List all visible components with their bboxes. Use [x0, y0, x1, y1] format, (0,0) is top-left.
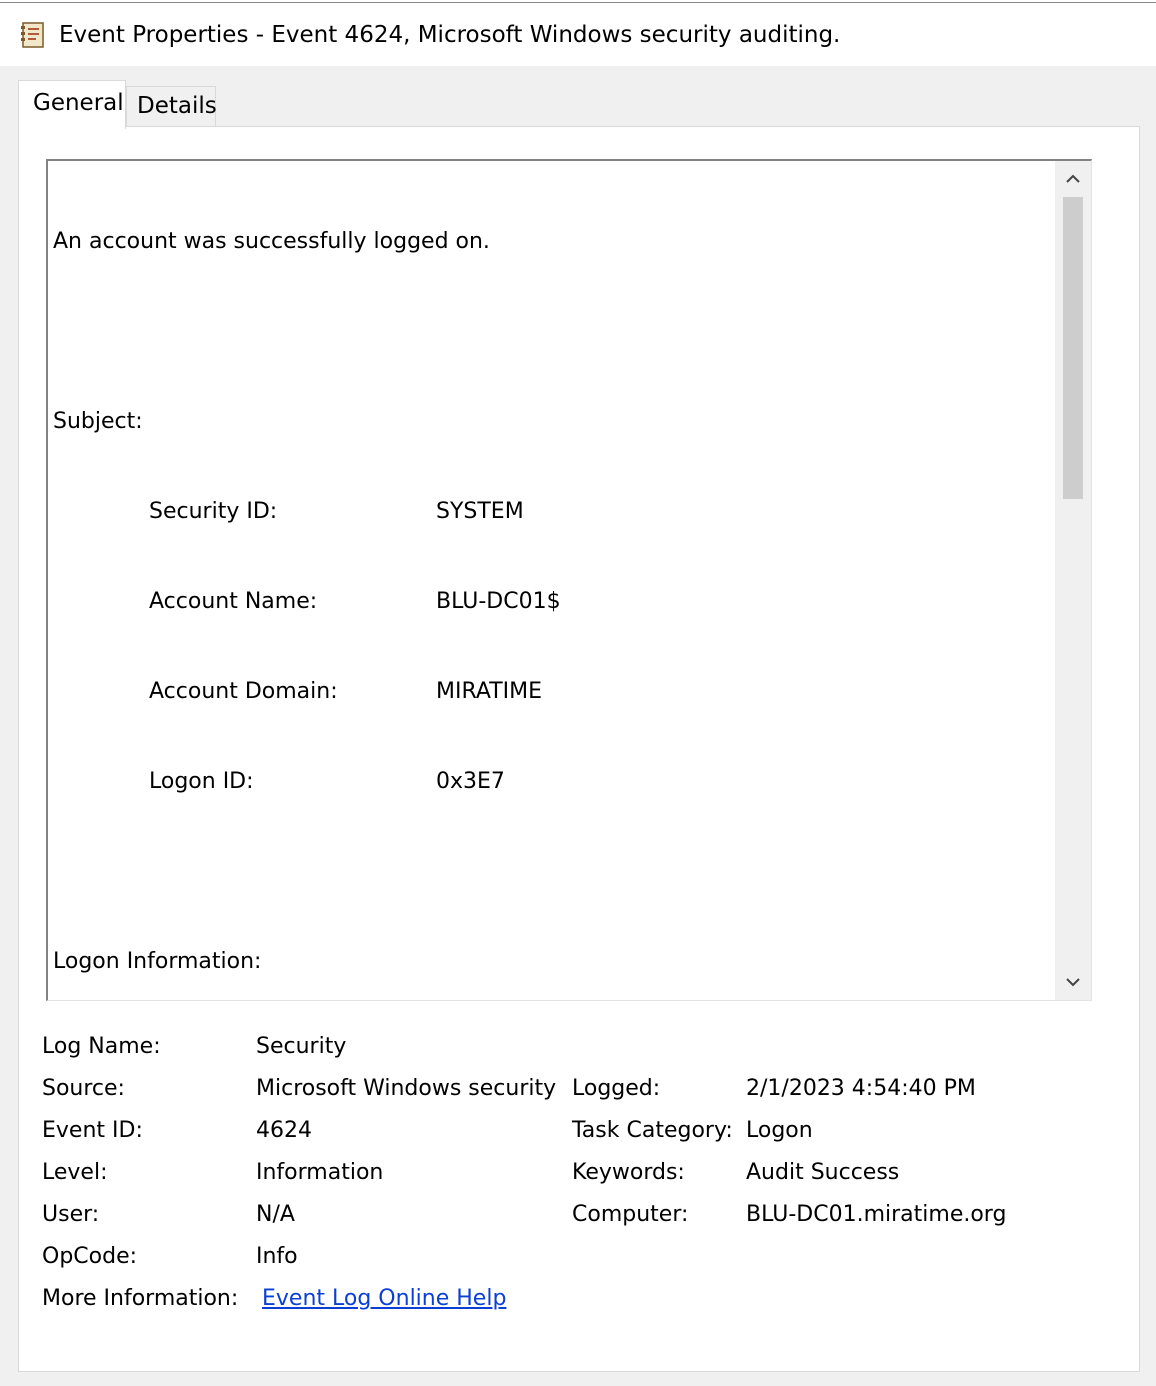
scroll-up-button[interactable] [1055, 161, 1091, 197]
scroll-down-button[interactable] [1055, 964, 1091, 1000]
chevron-up-icon [1065, 174, 1081, 184]
level-value: Information [256, 1160, 384, 1185]
field-value: MIRATIME [436, 679, 543, 704]
field-value: 0x3E7 [436, 769, 505, 794]
event-log-online-help-link[interactable]: Event Log Online Help [262, 1286, 507, 1311]
event-description-textbox[interactable] [46, 159, 1092, 1001]
title-bar[interactable] [0, 4, 1156, 66]
field-label: Account Name: [149, 589, 318, 614]
opcode-label: OpCode: [42, 1244, 138, 1269]
field-label: Security ID: [149, 499, 278, 524]
field-value: SYSTEM [436, 499, 524, 524]
event-description-text[interactable] [53, 167, 1053, 1001]
section-logon-information-heading: Logon Information: [53, 949, 262, 974]
user-value: N/A [256, 1202, 295, 1227]
keywords-value: Audit Success [746, 1160, 900, 1185]
tab-details[interactable] [126, 86, 216, 127]
section-subject-heading: Subject: [53, 409, 143, 434]
more-information-label: More Information: [42, 1286, 239, 1311]
subject-row [53, 497, 1053, 527]
event-id-label: Event ID: [42, 1118, 143, 1143]
window-title: Event Properties - Event 4624, Microsoft Windows security auditing. [59, 22, 841, 48]
tab-general-label: General [33, 90, 124, 116]
field-value: BLU-DC01$ [436, 589, 561, 614]
source-label: Source: [42, 1076, 125, 1101]
field-label: Account Domain: [149, 679, 338, 704]
description-vertical-scrollbar[interactable] [1055, 161, 1091, 1000]
chevron-down-icon [1065, 977, 1081, 987]
subject-row [53, 767, 1053, 797]
subject-row [53, 677, 1053, 707]
field-label: Logon ID: [149, 769, 254, 794]
task-category-value: Logon [746, 1118, 813, 1143]
opcode-value: Info [256, 1244, 298, 1269]
event-viewer-icon [20, 21, 46, 49]
user-label: User: [42, 1202, 100, 1227]
tab-general[interactable] [18, 80, 126, 129]
tab-strip [0, 78, 1156, 128]
level-label: Level: [42, 1160, 108, 1185]
log-name-value: Security [256, 1034, 347, 1059]
source-value: Microsoft Windows security [256, 1076, 557, 1101]
computer-value: BLU-DC01.miratime.org [746, 1202, 1007, 1227]
keywords-label: Keywords: [572, 1160, 685, 1185]
scroll-thumb[interactable] [1063, 197, 1083, 499]
log-name-label: Log Name: [42, 1034, 161, 1059]
computer-label: Computer: [572, 1202, 689, 1227]
event-id-value: 4624 [256, 1118, 312, 1143]
description-summary: An account was successfully logged on. [53, 229, 490, 254]
task-category-label: Task Category: [572, 1118, 733, 1143]
logged-value: 2/1/2023 4:54:40 PM [746, 1076, 976, 1101]
logged-label: Logged: [572, 1076, 661, 1101]
subject-row [53, 587, 1053, 617]
tab-details-label: Details [137, 93, 217, 119]
